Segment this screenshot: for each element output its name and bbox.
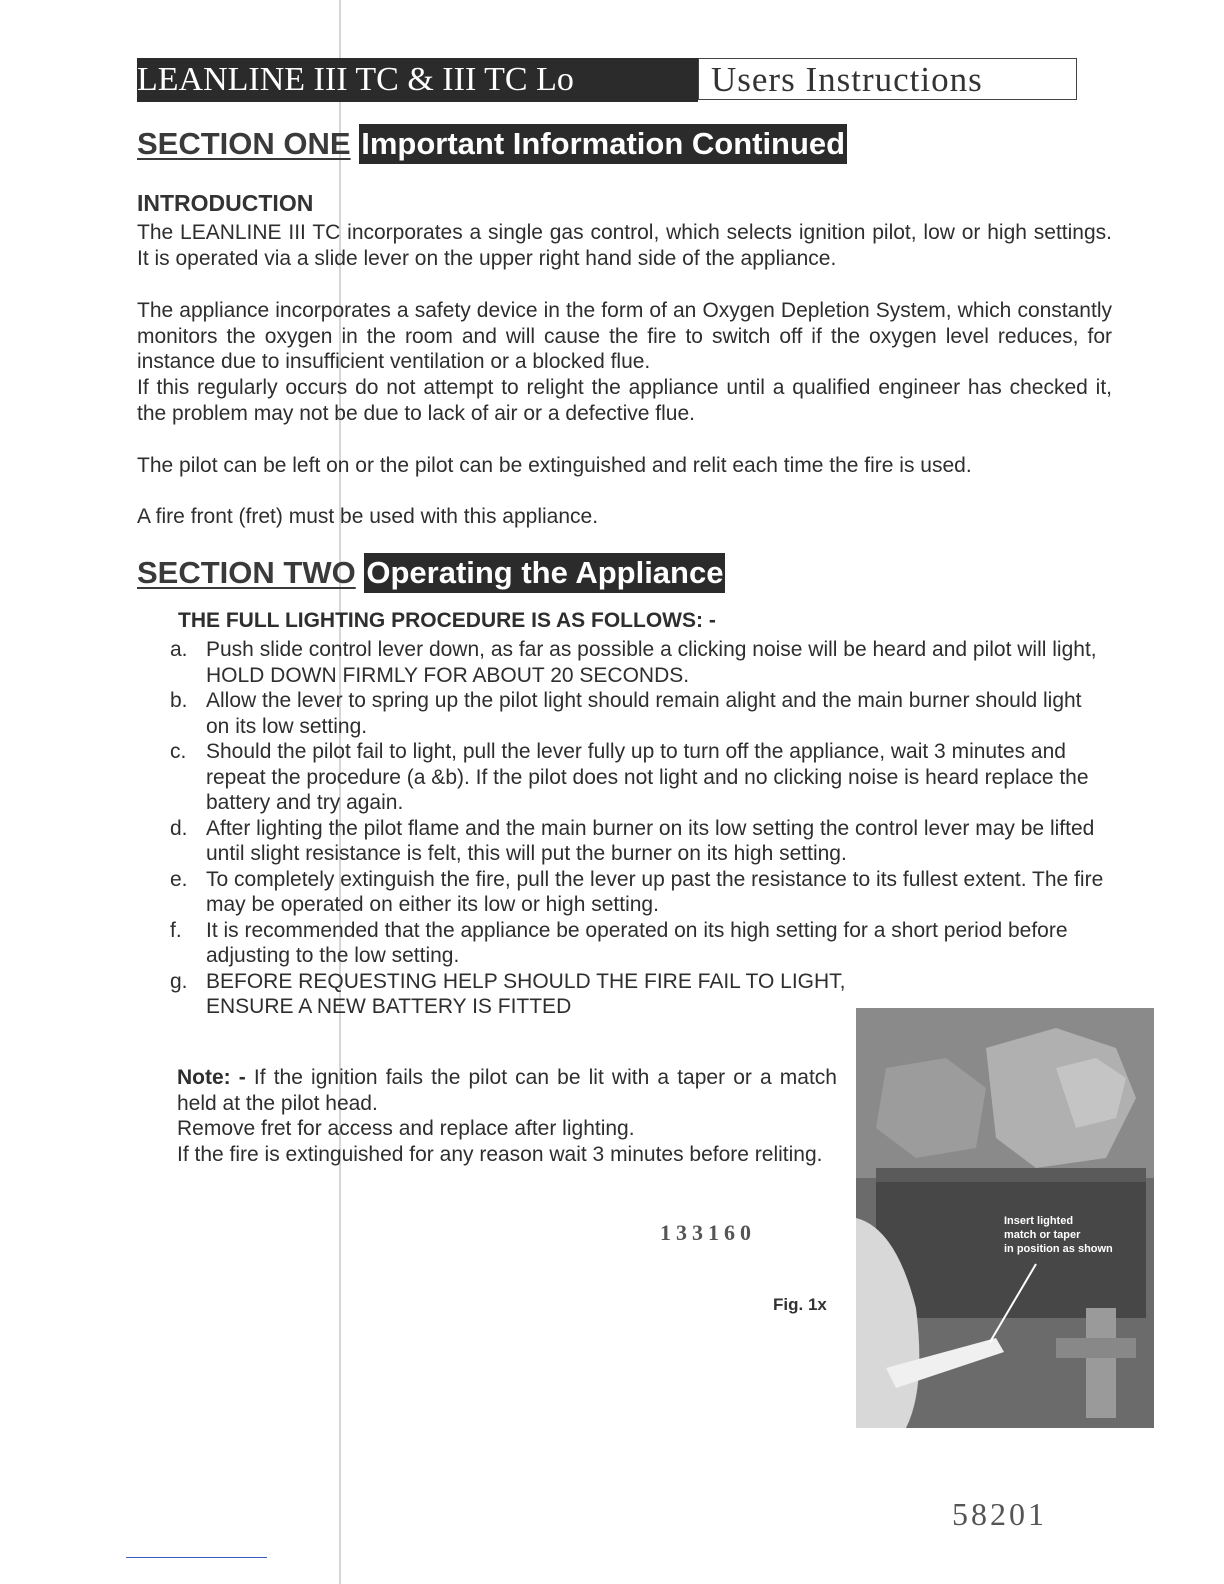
section-two-label: SECTION TWO: [137, 555, 356, 590]
procedure-step: [170, 688, 1110, 739]
photo-annotation-line-3: in position as shown: [1004, 1243, 1113, 1255]
intro-paragraph-4: The pilot can be left on or the pilot can be extinguished and relit each time the fire is used.: [137, 454, 972, 477]
procedure-step: [170, 969, 846, 1020]
introduction-heading: INTRODUCTION: [137, 190, 314, 216]
intro-paragraph-5: A fire front (fret) must be used with this appliance.: [137, 505, 599, 528]
page-code: 58201: [952, 1496, 1047, 1532]
intro-paragraph-1: The LEANLINE III TC incorporates a single gas control, which selects ignition pilot, low or high settings. It is operated via a slide lever on the upper right hand side of the appliance.: [137, 221, 1112, 270]
procedure-step: [170, 816, 1110, 867]
step-text: BEFORE REQUESTING HELP SHOULD THE FIRE FAIL TO LIGHT, ENSURE A NEW BATTERY IS FITTED: [206, 969, 846, 1018]
section-one-title: Important Information Continued: [359, 124, 847, 164]
section-two-heading: [137, 553, 725, 593]
photo-annotation-line-2: match or taper: [1004, 1229, 1081, 1241]
note-text-1: If the ignition fails the pilot can be lit with a taper or a match held at the pilot head.: [177, 1066, 837, 1115]
figure-caption: Fig. 1x: [773, 1295, 827, 1314]
procedure-steps: [170, 637, 1110, 1020]
figure-code: 133160: [660, 1220, 756, 1245]
step-marker: b.: [170, 689, 188, 712]
pilot-lighting-photo: [856, 1008, 1154, 1428]
section-one-label: SECTION ONE: [137, 126, 351, 161]
procedure-step: [170, 637, 1110, 688]
note-line-1: [177, 1065, 837, 1116]
procedure-heading: THE FULL LIGHTING PROCEDURE IS AS FOLLOWS: -: [178, 609, 716, 632]
step-marker: g.: [170, 969, 188, 993]
footer-rule: [126, 1557, 267, 1558]
step-text: Should the pilot fail to light, pull the lever fully up to turn off the appliance, wait 3 minutes and repeat the procedure (a &b). If the pilot does not light and no clicking noise is heard replace the battery and try again.: [206, 740, 1089, 814]
step-marker: c.: [170, 740, 187, 763]
note-line-3: If the fire is extinguished for any reason wait 3 minutes before reliting.: [177, 1142, 823, 1166]
photo-annotation-line-1: Insert lighted: [1004, 1215, 1074, 1227]
procedure-step: [170, 918, 1110, 969]
procedure-step: [170, 739, 1110, 816]
section-two-title: Operating the Appliance: [364, 553, 725, 593]
model-title: LEANLINE III TC & III TC Lo: [137, 58, 698, 102]
step-text: Push slide control lever down, as far as possible a clicking noise will be heard and pilot will light, HOLD DOWN FIRMLY FOR ABOUT 20 SECONDS.: [206, 638, 1097, 687]
procedure-step: [170, 867, 1110, 918]
step-marker: a.: [170, 638, 188, 661]
step-text: After lighting the pilot flame and the main burner on its low setting the control lever may be lifted until slight resistance is felt, this will put the burner on its high setting.: [206, 816, 1095, 865]
step-text: Allow the lever to spring up the pilot light should remain alight and the main burner should light on its low setting.: [206, 689, 1082, 738]
step-text: It is recommended that the appliance be operated on its high setting for a short period before adjusting to the low setting.: [206, 918, 1068, 967]
document-type-title: Users Instructions: [698, 58, 1077, 100]
photo-annotation: [1004, 1214, 1144, 1256]
step-marker: d.: [170, 816, 188, 840]
step-marker: f.: [170, 918, 182, 942]
document-header: [137, 58, 1077, 102]
note-label: Note: -: [177, 1066, 246, 1089]
note-line-2: Remove fret for access and replace after lighting.: [177, 1117, 635, 1140]
intro-paragraph-2: The appliance incorporates a safety device in the form of an Oxygen Depletion System, which constantly monitors the oxygen in the room and will cause the fire to switch off if the oxygen level reduces, for instance due to insufficient ventilation or a blocked flue.: [137, 299, 1112, 373]
step-marker: e.: [170, 867, 188, 891]
intro-paragraph-3: If this regularly occurs do not attempt to relight the appliance until a qualified engineer has checked it, the problem may not be due to lack of air or a defective flue.: [137, 376, 1112, 425]
section-one-heading: [137, 124, 847, 164]
note-block: [177, 1065, 837, 1167]
step-text: To completely extinguish the fire, pull the lever up past the resistance to its fullest extent. The fire may be operated on either its low or high setting.: [206, 867, 1104, 916]
